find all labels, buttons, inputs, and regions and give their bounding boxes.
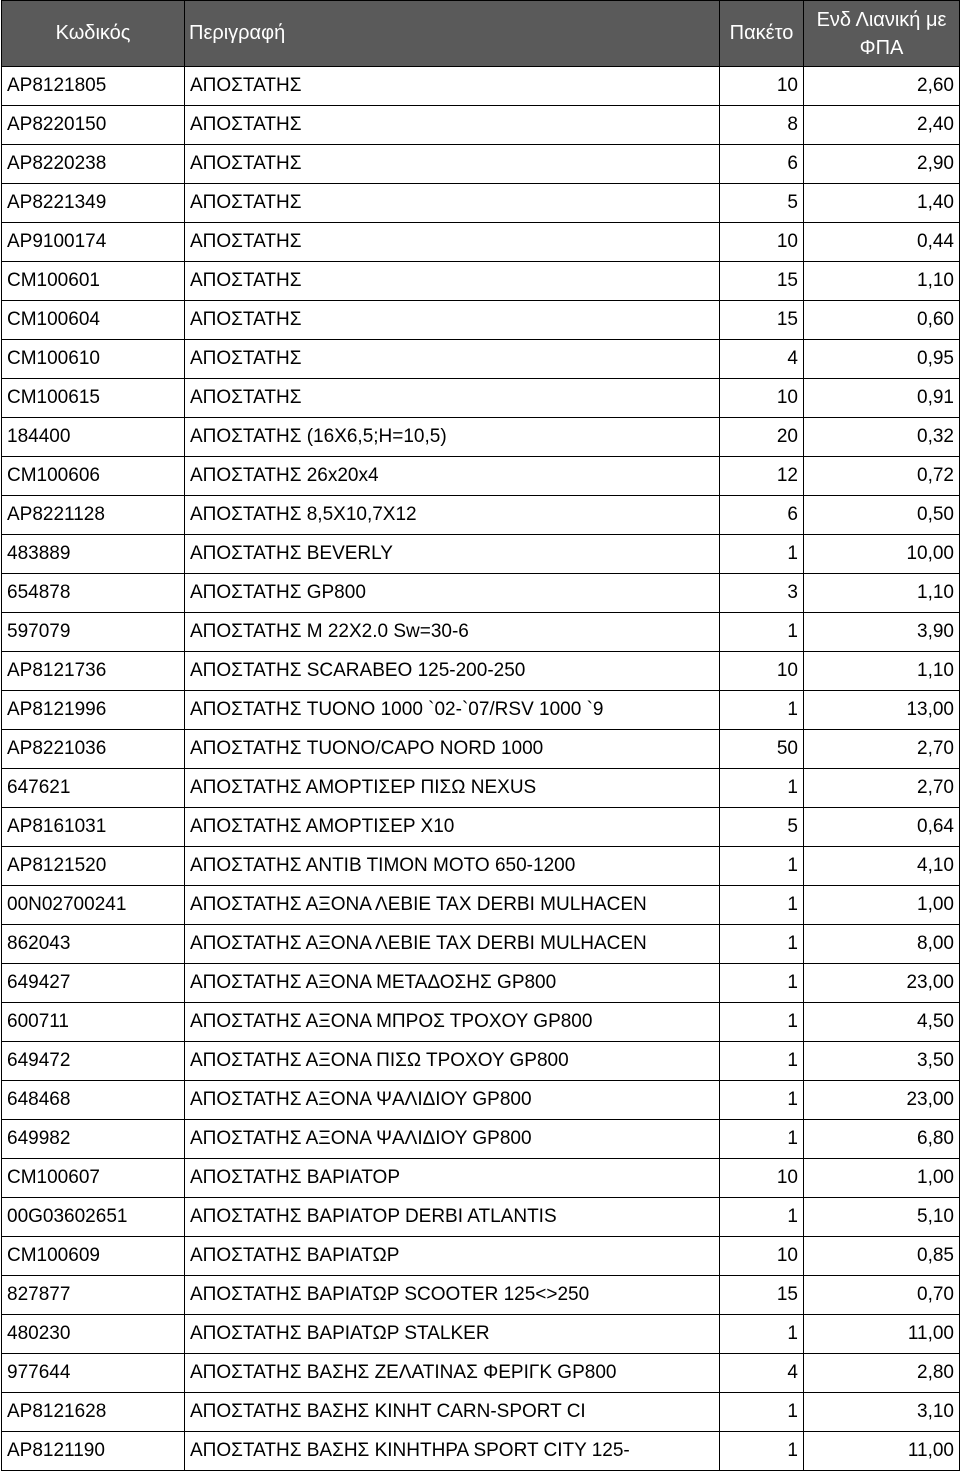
- cell-code: AP8121805: [2, 67, 185, 106]
- cell-code: CM100607: [2, 1159, 185, 1198]
- cell-package: 6: [720, 145, 804, 184]
- table-row: [2, 1120, 960, 1159]
- cell-package: 4: [720, 1354, 804, 1393]
- cell-price: 8,00: [804, 925, 960, 964]
- header-package: Πακέτο: [720, 1, 804, 67]
- cell-description: ΑΠΟΣΤΑΤΗΣ ΒΑΡΙΑΤΩΡ: [185, 1237, 720, 1276]
- table-row: [2, 301, 960, 340]
- cell-code: 648468: [2, 1081, 185, 1120]
- header-row: [2, 1, 960, 67]
- cell-package: 1: [720, 964, 804, 1003]
- table-row: [2, 223, 960, 262]
- header-price: Ενδ Λιανική με ΦΠΑ: [804, 1, 960, 67]
- cell-price: 2,80: [804, 1354, 960, 1393]
- cell-description: ΑΠΟΣΤΑΤΗΣ ΑΞΟΝΑ ΨΑΛΙΔΙΟΥ GP800: [185, 1081, 720, 1120]
- cell-package: 15: [720, 262, 804, 301]
- header-code: Κωδικός: [2, 1, 185, 67]
- cell-description: ΑΠΟΣΤΑΤΗΣ ΑΞΟΝΑ ΛΕΒΙΕ ΤΑΧ DERBI MULHACEN: [185, 886, 720, 925]
- cell-description: ΑΠΟΣΤΑΤΗΣ: [185, 184, 720, 223]
- price-list-table: [1, 0, 960, 1471]
- cell-price: 11,00: [804, 1315, 960, 1354]
- cell-package: 1: [720, 886, 804, 925]
- cell-description: ΑΠΟΣΤΑΤΗΣ ΒΑΡΙΑΤΟΡ: [185, 1159, 720, 1198]
- table-row: [2, 379, 960, 418]
- table-row: [2, 1315, 960, 1354]
- cell-package: 10: [720, 67, 804, 106]
- cell-price: 10,00: [804, 535, 960, 574]
- cell-package: 5: [720, 184, 804, 223]
- cell-package: 1: [720, 1081, 804, 1120]
- cell-price: 2,90: [804, 145, 960, 184]
- cell-description: ΑΠΟΣΤΑΤΗΣ (16Χ6,5;Η=10,5): [185, 418, 720, 457]
- table-row: [2, 1432, 960, 1471]
- table-row: [2, 691, 960, 730]
- cell-code: 00G03602651: [2, 1198, 185, 1237]
- table-row: [2, 574, 960, 613]
- cell-price: 3,10: [804, 1393, 960, 1432]
- cell-code: 649982: [2, 1120, 185, 1159]
- cell-description: ΑΠΟΣΤΑΤΗΣ SCARABEO 125-200-250: [185, 652, 720, 691]
- table-row: [2, 184, 960, 223]
- cell-package: 8: [720, 106, 804, 145]
- cell-description: ΑΠΟΣΤΑΤΗΣ GP800: [185, 574, 720, 613]
- cell-code: AP8121628: [2, 1393, 185, 1432]
- cell-package: 15: [720, 1276, 804, 1315]
- cell-package: 10: [720, 1237, 804, 1276]
- cell-description: ΑΠΟΣΤΑΤΗΣ TUONO 1000 `02-`07/RSV 1000 `9: [185, 691, 720, 730]
- cell-code: AP8121520: [2, 847, 185, 886]
- cell-code: 647621: [2, 769, 185, 808]
- cell-code: 483889: [2, 535, 185, 574]
- cell-price: 0,44: [804, 223, 960, 262]
- cell-description: ΑΠΟΣΤΑΤΗΣ ΑΞΟΝΑ ΨΑΛΙΔΙΟΥ GP800: [185, 1120, 720, 1159]
- cell-price: 0,91: [804, 379, 960, 418]
- table-row: [2, 1237, 960, 1276]
- cell-code: 00N02700241: [2, 886, 185, 925]
- cell-code: AP8220150: [2, 106, 185, 145]
- table-row: [2, 847, 960, 886]
- cell-code: 977644: [2, 1354, 185, 1393]
- cell-description: ΑΠΟΣΤΑΤΗΣ ΑΜΟΡΤΙΣΕΡ Χ10: [185, 808, 720, 847]
- cell-price: 0,50: [804, 496, 960, 535]
- cell-package: 1: [720, 1315, 804, 1354]
- cell-code: CM100609: [2, 1237, 185, 1276]
- cell-package: 1: [720, 613, 804, 652]
- cell-price: 4,10: [804, 847, 960, 886]
- cell-package: 5: [720, 808, 804, 847]
- table-row: [2, 769, 960, 808]
- cell-package: 15: [720, 301, 804, 340]
- table-row: [2, 106, 960, 145]
- cell-code: AP8121736: [2, 652, 185, 691]
- table-row: [2, 652, 960, 691]
- cell-package: 10: [720, 379, 804, 418]
- cell-price: 23,00: [804, 1081, 960, 1120]
- cell-package: 1: [720, 1042, 804, 1081]
- cell-package: 1: [720, 847, 804, 886]
- table-row: [2, 145, 960, 184]
- cell-description: ΑΠΟΣΤΑΤΗΣ 26x20x4: [185, 457, 720, 496]
- cell-package: 1: [720, 1432, 804, 1471]
- table-row: [2, 1276, 960, 1315]
- cell-package: 1: [720, 925, 804, 964]
- cell-description: ΑΠΟΣΤΑΤΗΣ: [185, 301, 720, 340]
- cell-code: CM100604: [2, 301, 185, 340]
- cell-package: 4: [720, 340, 804, 379]
- cell-description: ΑΠΟΣΤΑΤΗΣ: [185, 145, 720, 184]
- cell-code: CM100606: [2, 457, 185, 496]
- cell-price: 0,64: [804, 808, 960, 847]
- cell-price: 0,72: [804, 457, 960, 496]
- cell-description: ΑΠΟΣΤΑΤΗΣ ΒΑΡΙΑΤΩΡ SCOOTER 125<>250: [185, 1276, 720, 1315]
- cell-package: 10: [720, 1159, 804, 1198]
- cell-price: 2,70: [804, 730, 960, 769]
- table-row: [2, 1042, 960, 1081]
- cell-code: 654878: [2, 574, 185, 613]
- cell-description: ΑΠΟΣΤΑΤΗΣ TUONO/CAPO NORD 1000: [185, 730, 720, 769]
- cell-code: AP8221349: [2, 184, 185, 223]
- cell-description: ΑΠΟΣΤΑΤΗΣ: [185, 223, 720, 262]
- cell-code: 600711: [2, 1003, 185, 1042]
- table-header: [2, 1, 960, 67]
- cell-code: 649427: [2, 964, 185, 1003]
- cell-code: AP8121190: [2, 1432, 185, 1471]
- table-row: [2, 535, 960, 574]
- table-row: [2, 964, 960, 1003]
- cell-price: 3,50: [804, 1042, 960, 1081]
- table-body: [2, 67, 960, 1471]
- cell-code: 827877: [2, 1276, 185, 1315]
- table-row: [2, 808, 960, 847]
- cell-description: ΑΠΟΣΤΑΤΗΣ ΒΑΣΗΣ ΖΕΛΑΤΙΝΑΣ ΦΕΡΙΓΚ GP800: [185, 1354, 720, 1393]
- cell-package: 1: [720, 769, 804, 808]
- table-row: [2, 418, 960, 457]
- cell-price: 3,90: [804, 613, 960, 652]
- cell-price: 1,10: [804, 652, 960, 691]
- cell-price: 0,85: [804, 1237, 960, 1276]
- cell-price: 0,32: [804, 418, 960, 457]
- cell-code: 649472: [2, 1042, 185, 1081]
- cell-price: 0,70: [804, 1276, 960, 1315]
- table-row: [2, 1198, 960, 1237]
- cell-price: 2,40: [804, 106, 960, 145]
- table-row: [2, 1354, 960, 1393]
- table-row: [2, 67, 960, 106]
- cell-description: ΑΠΟΣΤΑΤΗΣ ΒΑΣΗΣ ΚΙΝΗΤ CARN-SPORT CI: [185, 1393, 720, 1432]
- cell-code: AP8161031: [2, 808, 185, 847]
- cell-price: 23,00: [804, 964, 960, 1003]
- table-row: [2, 1003, 960, 1042]
- table-row: [2, 1081, 960, 1120]
- cell-description: ΑΠΟΣΤΑΤΗΣ ΒΑΣΗΣ ΚΙΝΗΤΗΡΑ SPORT CITY 125-: [185, 1432, 720, 1471]
- cell-description: ΑΠΟΣΤΑΤΗΣ ΒΑΡΙΑΤΩΡ STALKER: [185, 1315, 720, 1354]
- cell-description: ΑΠΟΣΤΑΤΗΣ ΑΞΟΝΑ ΛΕΒΙΕ ΤΑΧ DERBI MULHACEN: [185, 925, 720, 964]
- cell-code: CM100615: [2, 379, 185, 418]
- cell-code: AP8221036: [2, 730, 185, 769]
- cell-code: 184400: [2, 418, 185, 457]
- cell-code: CM100601: [2, 262, 185, 301]
- cell-code: 480230: [2, 1315, 185, 1354]
- cell-price: 2,70: [804, 769, 960, 808]
- cell-package: 3: [720, 574, 804, 613]
- cell-description: ΑΠΟΣΤΑΤΗΣ ΑΞΟΝΑ ΠΙΣΩ ΤΡΟΧΟΥ GP800: [185, 1042, 720, 1081]
- table-row: [2, 496, 960, 535]
- cell-package: 50: [720, 730, 804, 769]
- cell-description: ΑΠΟΣΤΑΤΗΣ ΑΞΟΝΑ ΜΠΡΟΣ ΤΡΟΧΟΥ GP800: [185, 1003, 720, 1042]
- table-row: [2, 613, 960, 652]
- cell-package: 1: [720, 1198, 804, 1237]
- cell-price: 13,00: [804, 691, 960, 730]
- cell-code: AP8121996: [2, 691, 185, 730]
- cell-price: 11,00: [804, 1432, 960, 1471]
- cell-price: 1,10: [804, 262, 960, 301]
- cell-package: 12: [720, 457, 804, 496]
- table-row: [2, 1393, 960, 1432]
- cell-code: AP8221128: [2, 496, 185, 535]
- cell-package: 1: [720, 1003, 804, 1042]
- cell-price: 6,80: [804, 1120, 960, 1159]
- header-description: Περιγραφή: [185, 1, 720, 67]
- cell-price: 0,95: [804, 340, 960, 379]
- cell-description: ΑΠΟΣΤΑΤΗΣ ΑΝΤΙΒ ΤΙΜΟΝ ΜΟΤΟ 650-1200: [185, 847, 720, 886]
- cell-price: 1,00: [804, 1159, 960, 1198]
- cell-description: ΑΠΟΣΤΑΤΗΣ: [185, 106, 720, 145]
- cell-package: 1: [720, 691, 804, 730]
- cell-package: 1: [720, 1120, 804, 1159]
- table-row: [2, 886, 960, 925]
- cell-code: 862043: [2, 925, 185, 964]
- cell-package: 6: [720, 496, 804, 535]
- cell-code: 597079: [2, 613, 185, 652]
- cell-description: ΑΠΟΣΤΑΤΗΣ: [185, 67, 720, 106]
- cell-description: ΑΠΟΣΤΑΤΗΣ: [185, 379, 720, 418]
- cell-price: 0,60: [804, 301, 960, 340]
- cell-code: CM100610: [2, 340, 185, 379]
- cell-price: 5,10: [804, 1198, 960, 1237]
- cell-description: ΑΠΟΣΤΑΤΗΣ ΑΜΟΡΤΙΣΕΡ ΠΙΣΩ NEXUS: [185, 769, 720, 808]
- cell-package: 20: [720, 418, 804, 457]
- cell-description: ΑΠΟΣΤΑΤΗΣ BEVERLY: [185, 535, 720, 574]
- cell-code: AP9100174: [2, 223, 185, 262]
- cell-price: 2,60: [804, 67, 960, 106]
- table-row: [2, 730, 960, 769]
- cell-description: ΑΠΟΣΤΑΤΗΣ M 22X2.0 Sw=30-6: [185, 613, 720, 652]
- cell-package: 10: [720, 652, 804, 691]
- table-row: [2, 262, 960, 301]
- table-row: [2, 925, 960, 964]
- cell-description: ΑΠΟΣΤΑΤΗΣ: [185, 340, 720, 379]
- cell-code: AP8220238: [2, 145, 185, 184]
- cell-description: ΑΠΟΣΤΑΤΗΣ: [185, 262, 720, 301]
- table-row: [2, 340, 960, 379]
- cell-package: 10: [720, 223, 804, 262]
- table-row: [2, 457, 960, 496]
- cell-description: ΑΠΟΣΤΑΤΗΣ 8,5Χ10,7Χ12: [185, 496, 720, 535]
- cell-description: ΑΠΟΣΤΑΤΗΣ ΒΑΡΙΑΤΟΡ DERBI ATLANTIS: [185, 1198, 720, 1237]
- cell-price: 1,40: [804, 184, 960, 223]
- cell-package: 1: [720, 1393, 804, 1432]
- cell-price: 1,00: [804, 886, 960, 925]
- cell-package: 1: [720, 535, 804, 574]
- cell-price: 1,10: [804, 574, 960, 613]
- cell-price: 4,50: [804, 1003, 960, 1042]
- cell-description: ΑΠΟΣΤΑΤΗΣ ΑΞΟΝΑ ΜΕΤΑΔΟΣΗΣ GP800: [185, 964, 720, 1003]
- table-row: [2, 1159, 960, 1198]
